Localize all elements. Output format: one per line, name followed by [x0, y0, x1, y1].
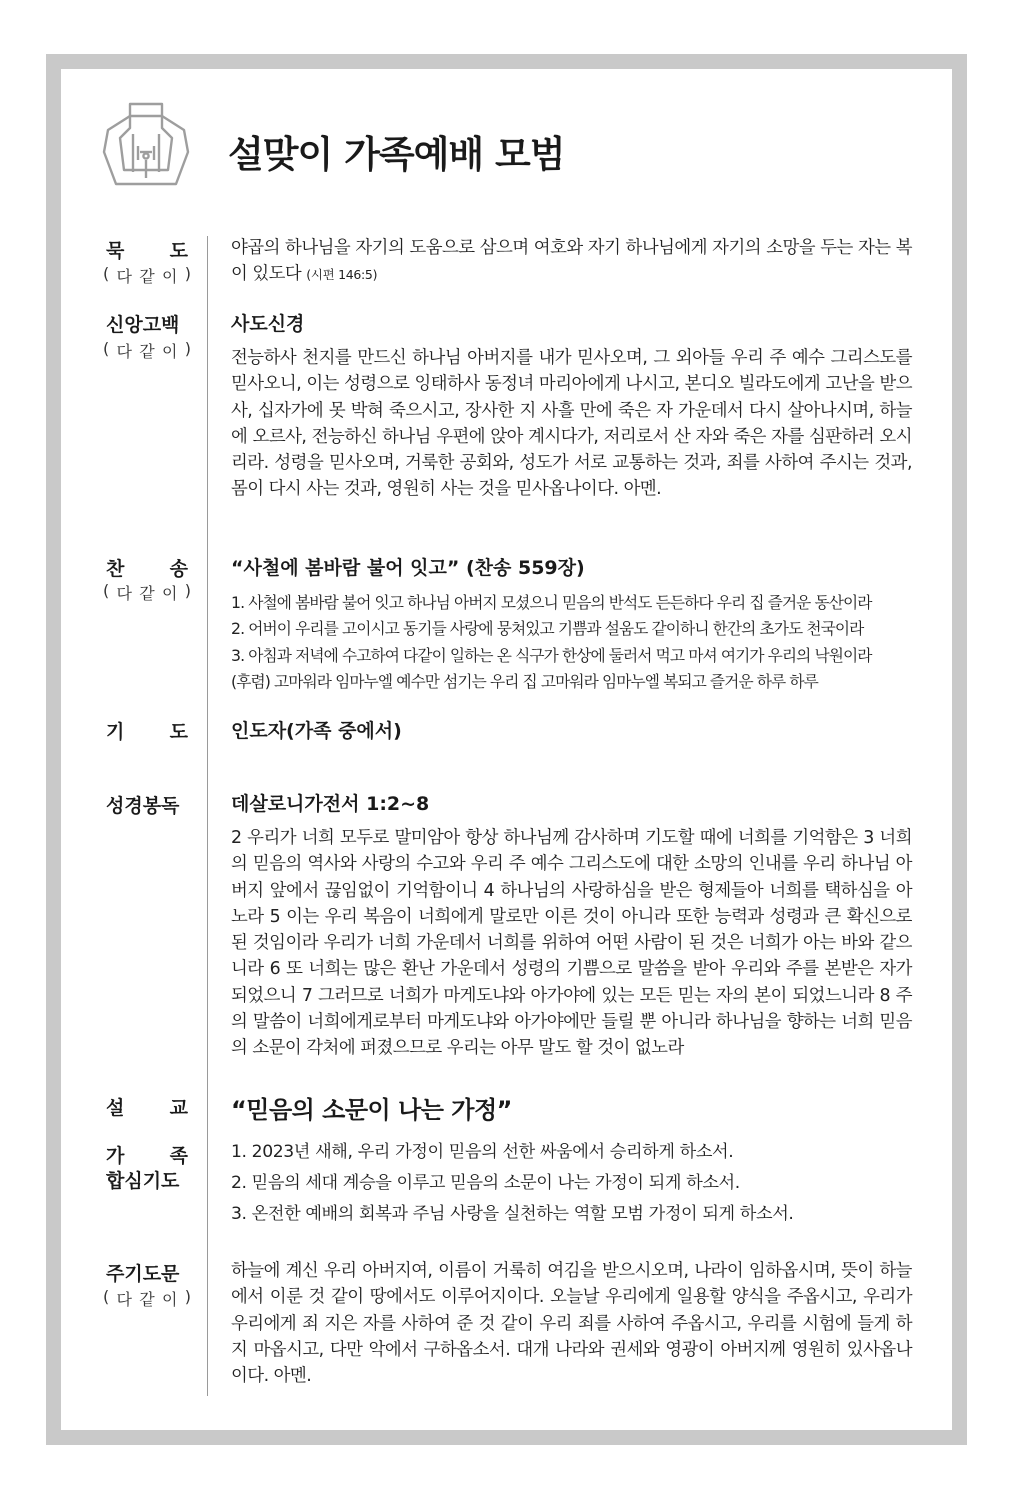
hymn-refrain: (후렴) 고마워라 임마누엘 예수만 섬기는 우리 집 고마워라 임마누엘 복되고 즐거운 하루 하루	[231, 671, 818, 691]
label-sermon: 설 교	[106, 1097, 188, 1119]
hymn-verse-2: 2. 어버이 우리를 고이시고 동기들 사랑에 뭉쳐있고 기쁨과 설움도 같이하니 한간의 초가도 천국이라	[231, 619, 864, 639]
prayer-heading: 인도자(가족 중에서)	[231, 720, 402, 742]
hymn-verse-1: 1. 사철에 봄바람 불어 잇고 하나님 아버지 모셨으니 믿음의 반석도 든든하다 우리 집 즐거운 동산이라	[231, 593, 872, 612]
label-reading: 성경봉독	[106, 795, 180, 817]
mukdo-verse: 야곱의 하나님을 자기의 도움으로 삼으며 여호와 자기 하나님에게 자기의 소망을 두는 자는 복이 있도다	[231, 238, 912, 285]
mukdo-text	[231, 235, 912, 289]
family-prayer-list	[231, 1137, 912, 1230]
mukdo-reference: (시편 146:5)	[306, 267, 378, 283]
lords-prayer-text: 하늘에 계신 우리 아버지여, 이름이 거룩히 여김을 받으시오며, 나라이 임하옵시며, 뜻이 하늘에서 이룬 것 같이 땅에서도 이루어지이다. 오늘날 우리에게 일용할 양식을 주옵시고, 우리가 우리에게 죄 지은 자를 사하여 준 것 같이 우리 죄를 사하여 주옵시고, 우리를 시험에 들게 하지 마옵시고, 다만 악에서 구하옵소서. 대개 나라와 권세와 영광이 아버지께 영원히 있사옵나이다. 아멘.	[231, 1261, 912, 1387]
label-mukdo-char2: 도	[169, 240, 188, 262]
divider-line	[207, 236, 208, 1396]
reading-text: 2 우리가 너희 모두로 말미암아 항상 하나님께 감사하며 기도할 때에 너희를 기억함은 3 너희의 믿음의 역사와 사랑의 수고와 우리 주 예수 그리스도에 대한 소망의 인내를 우리 하나님 아버지 앞에서 끊임없이 기억함이니 4 하나님의 사랑하심을 받은 형제들아 너희를 택하심을 아노라 5 이는 우리 복음이 너희에게 말로만 이른 것이 아니라 또한 능력과 성령과 큰 확신으로 된 것임이라 우리가 너희 가운데서 너희를 위하여 어떤 사람이 된 것은 너희가 아는 바와 같으니라 6 또 너희는 많은 환난 가운데서 성령의 기쁨으로 말씀을 받아 우리와 주를 본받은 자가 되었으니 7 그러므로 너희가 마게도냐와 아가야에 있는 모든 믿는 자의 본이 되었느니라 8 주의 말씀이 너희에게로부터 마게도냐와 아가야에만 들릴 뿐 아니라 하나님을 향하는 너희 믿음의 소문이 각처에 퍼졌으므로 우리는 아무 말도 할 것이 없노라	[231, 828, 912, 1059]
label-hymn-sub: ( 다 같 이 )	[103, 581, 191, 603]
label-family-prayer-line1: 가 족	[106, 1145, 188, 1167]
label-mukdo	[106, 236, 188, 263]
label-hymn: 찬 송	[106, 558, 188, 580]
label-mukdo-sub: ( 다 같 이 )	[103, 264, 191, 286]
label-creed-sub: ( 다 같 이 )	[103, 339, 191, 361]
hymn-verses	[231, 590, 912, 695]
reading-heading: 데살로니가전서 1:2~8	[231, 793, 430, 815]
family-prayer-item-2: 2. 믿음의 세대 계승을 이루고 믿음의 소문이 나는 가정이 되게 하소서.	[231, 1173, 740, 1193]
label-family-prayer-line2: 합심기도	[106, 1170, 180, 1192]
label-creed: 신앙고백	[106, 314, 180, 336]
creed-heading: 사도신경	[231, 313, 305, 335]
label-lords-prayer-sub: ( 다 같 이 )	[103, 1287, 191, 1309]
hymn-verse-3: 3. 아침과 저녁에 수고하여 다같이 일하는 온 식구가 한상에 둘러서 먹고 마셔 여기가 우리의 낙원이라	[231, 645, 872, 665]
label-mukdo-char1: 묵	[106, 240, 125, 262]
family-prayer-item-3: 3. 온전한 예배의 회복과 주님 사랑을 실천하는 역할 모범 가정이 되게 하소서.	[231, 1204, 794, 1224]
hymn-heading: “사철에 봄바람 불어 잇고” (찬송 559장)	[231, 557, 585, 579]
label-prayer: 기 도	[106, 721, 188, 743]
family-prayer-item-1: 1. 2023년 새해, 우리 가정이 믿음의 선한 싸움에서 승리하게 하소서.	[231, 1142, 734, 1162]
clergy-stole-icon	[100, 100, 192, 192]
page-title: 설맞이 가족예배 모범	[228, 132, 565, 176]
creed-text: 전능하사 천지를 만드신 하나님 아버지를 내가 믿사오며, 그 외아들 우리 주 예수 그리스도를 믿사오니, 이는 성령으로 잉태하사 동정녀 마리아에게 나시고, 본디오 빌라도에게 고난을 받으사, 십자가에 못 박혀 죽으시고, 장사한 지 사흘 만에 죽은 자 가운데서 다시 살아나시며, 하늘에 오르사, 전능하신 하나님 우편에 앉아 계시다가, 저리로서 산 자와 죽은 자를 심판하러 오시리라. 성령을 믿사오며, 거룩한 공회와, 성도가 서로 교통하는 것과, 죄를 사하여 주시는 것과, 몸이 다시 사는 것과, 영원히 사는 것을 믿사옵나이다. 아멘.	[231, 348, 912, 500]
label-lords-prayer: 주기도문	[106, 1263, 180, 1285]
sermon-title: “믿음의 소문이 나는 가정”	[231, 1096, 512, 1124]
